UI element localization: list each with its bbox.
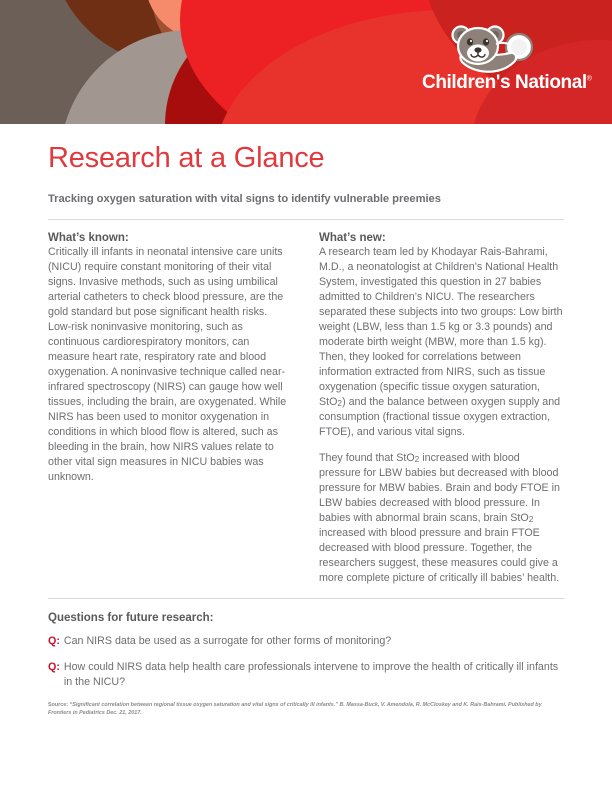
question-item [48, 660, 564, 690]
whats-known-body: Critically ill infants in neonatal intensive care units (NICU) require constant monitoring of their vital signs. Invasive methods, such as using umbilical arterial catheters to check blood pressure, are the gold standard but pose significant health risks. Low-risk noninvasive monitoring, such as continuous cardiorespiratory monitors, can measure heart rate, respiratory rate and blood oxygenation. A noninvasive technique called near-infrared spectroscopy (NIRS) can gauge how well tissues, including the brain, are oxygenated. While NIRS has been used to monitor oxygenation in conditions in which blood flow is altered, such as bleeding in the brain, how NIRS values relate to other vital sign measures in NICU babies was unknown. [48, 245, 287, 483]
divider-top [48, 219, 564, 220]
header-banner [0, 0, 612, 124]
questions-section [48, 612, 564, 690]
page-subtitle: Tracking oxygen saturation with vital signs to identify vulnerable preemies [48, 192, 441, 205]
paragraph2-part-a: They found that StO [319, 451, 415, 464]
registered-mark: ® [586, 75, 592, 83]
questions-heading: Questions for future research: [48, 611, 214, 624]
logo[interactable] [422, 22, 592, 98]
sto2-subscript-3: 2 [528, 513, 534, 524]
sto2-subscript-1: 2 [337, 397, 343, 408]
column-whats-new [319, 232, 564, 586]
document-body [48, 124, 564, 717]
question-text: How could NIRS data help health care professionals intervene to improve the health of critically ill infants in the NICU? [63, 660, 559, 688]
question-item [48, 634, 564, 649]
two-column-section [48, 232, 564, 586]
paragraph2-part-c: increased with blood pressure and brain FTOE decreased with blood pressure. Together, the researchers suggest, these measures could give a more complete picture of critically ill babies’ health. [319, 526, 560, 584]
logo-name-text: Children's National [422, 72, 587, 93]
teddy-bear-with-mirror-icon [444, 22, 539, 79]
whats-new-paragraph-1 [319, 245, 564, 440]
whats-known-heading: What’s known: [48, 231, 129, 244]
source-citation [48, 701, 553, 718]
sto2-subscript-2: 2 [414, 453, 420, 464]
column-whats-known [48, 232, 293, 586]
source-label: Source: [48, 701, 69, 708]
page-title: Research at a Glance [48, 142, 325, 174]
source-text: “Significant correlation between regional tissue oxygen saturation and vital signs of critically ill infants.” B. Massa-Buck, V. Amendola, R. McCloskey and K. Rais-Bahrami. Published by Frontiers in Pediatrics Dec. 21, 2017. [48, 701, 542, 716]
question-marker: Q: [48, 660, 60, 673]
question-text: Can NIRS data be used as a surrogate for other forms of monitoring? [63, 634, 392, 647]
whats-new-paragraph-2 [319, 451, 564, 586]
paragraph1-part-a: A research team led by Khodayar Rais-Bahrami, M.D., a neonatologist at Children’s National Health System, investigated this question in 27 babies admitted to Children’s NICU. The researchers separated these subjects into two groups: Low birth weight (LBW, less than 1.5 kg or 3.3 pounds) and moderate birth weight (MBW, more than 1.5 kg). Then, they looked for correlations between information extracted from NIRS, such as tissue oxygenation (specific tissue oxygen saturation, StO [319, 245, 563, 408]
paragraph1-part-b: ) and the balance between oxygen supply and consumption (fractional tissue oxygen extraction, FTOE), and various vital signs. [319, 395, 561, 438]
logo-wordmark [422, 72, 592, 94]
paragraph2-part-b: increased with blood pressure for LBW babies but decreased with blood pressure for MBW babies. Brain and body FTOE in LBW babies decreased with blood pressure. In babies with abnormal brain scans, brain StO [319, 451, 560, 524]
whats-new-heading: What’s new: [319, 231, 386, 244]
question-marker: Q: [48, 634, 60, 647]
divider-questions [48, 598, 564, 599]
